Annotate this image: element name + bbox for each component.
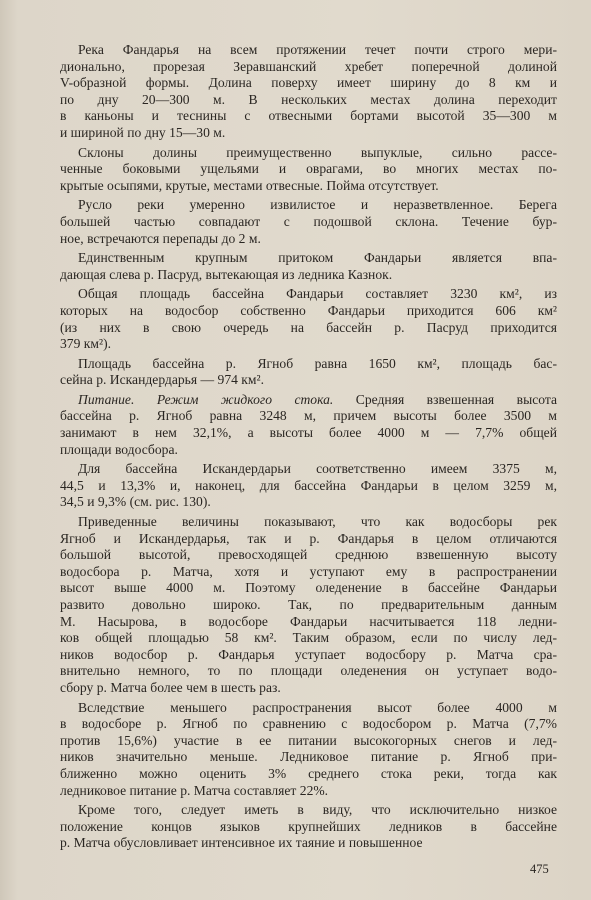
text-line: Общая площадь бассейна Фандарьи составляет 3230 км², из	[78, 286, 557, 302]
text-line: V-образной формы. Долина поверху имеет ширину до 8 км и	[60, 75, 557, 91]
text-line: в водосборе р. Ягноб по сравнению с водосбором р. Матча (7,7%	[60, 716, 557, 732]
text-line: ников значительно меньше. Ледниковое питание р. Ягноб при-	[60, 749, 557, 765]
text-line: в каньоны и теснины с отвесными бортами высотой 35—300 м	[60, 108, 557, 124]
text-line: ченные боковыми ущельями и оврагами, во многих местах по-	[60, 161, 557, 177]
text-line: Кроме того, следует иметь в виду, что исключительно низкое	[78, 802, 557, 818]
text-line: и шириной по дну 15—30 м.	[60, 124, 226, 140]
text-line: площади водосбора.	[60, 441, 178, 457]
text-line-rest: Средняя взвешенная высота	[333, 391, 557, 407]
text-line: Приведенные величины показывают, что как водосборы рек	[78, 514, 557, 530]
text-line: занимают в нем 32,1%, а высоты более 4000 м — 7,7% общей	[60, 425, 557, 441]
text-line: Река Фандарья на всем протяжении течет почти строго мери-	[78, 42, 557, 57]
text-line: дионально, прорезая Зеравшанский хребет поперечной долиной	[60, 58, 557, 74]
text-line: 379 км²).	[60, 336, 111, 352]
text-line: ников водосбор р. Фандарья уступает водосбору р. Матча сра-	[60, 646, 557, 662]
text-line: крытые осыпями, крутые, местами отвесные. Пойма отсутствует.	[60, 177, 439, 193]
text-line: которых на водосбор собственно Фандарьи приходится 606 км²	[60, 302, 557, 318]
text-line: М. Насырова, в водосборе Фандарьи насчитывается 118 ледни-	[60, 613, 557, 629]
text-line: ближенно можно оценить 3% среднего стока реки, тогда как	[60, 765, 557, 781]
text-line: развито довольно широко. Так, по предварительным данным	[60, 597, 557, 612]
text-line: Для бассейна Искандердарьи соответственно имеем 3375 м,	[78, 461, 557, 477]
text-line: сбору р. Матча более чем в шесть раз.	[60, 679, 281, 695]
page-number: 475	[530, 862, 549, 876]
text-line: против 15,6%) участие в ее питании высокогорных снегов и лед-	[60, 732, 557, 748]
text-line: 34,5 и 9,3% (см. рис. 130).	[60, 494, 211, 510]
paragraph	[60, 700, 557, 800]
text-line: Площадь бассейна р. Ягноб равна 1650 км², площадь бас-	[78, 355, 557, 371]
paragraph	[60, 802, 557, 852]
text-line: Русло реки умеренно извилистое и неразветвленное. Берега	[78, 197, 557, 213]
paragraph	[60, 197, 557, 247]
paragraph	[60, 356, 557, 389]
text-line: сейна р. Искандердарья — 974 км².	[60, 372, 264, 388]
text-line: внительно немного, то по площади оледенения он уступает водо-	[60, 663, 557, 679]
text-line	[60, 392, 557, 409]
text-line: ков общей площадью 58 км². Таким образом, если по числу лед-	[60, 630, 557, 646]
text-line: большей частью совпадают с подошвой склона. Течение бур-	[60, 213, 557, 229]
text-line: Склоны долины преимущественно выпуклые, сильно рассе-	[78, 144, 557, 160]
text-line: бассейна р. Ягноб равна 3248 м, причем высоты более 3500 м	[60, 408, 557, 424]
paragraph	[60, 461, 557, 511]
text-line: Единственным крупным притоком Фандарьи является впа-	[78, 250, 557, 266]
text-line: высот выше 4000 м. Поэтому оледенение в бассейне Фандарьи	[60, 580, 557, 596]
section-heading-inline: Питание. Режим жидкого стока.	[78, 391, 334, 407]
paragraph	[60, 250, 557, 283]
paragraph	[60, 145, 557, 195]
text-line: р. Матча обусловливает интенсивное их таяние и повышенное	[60, 835, 423, 851]
text-line: положение концов языков крупнейших ледников в бассейне	[60, 818, 557, 834]
paragraph	[60, 286, 557, 352]
text-line: 44,5 и 13,3% и, наконец, для бассейна Фандарьи в целом 3259 м,	[60, 477, 557, 493]
text-line: водосбора р. Матча, хотя и уступают ему в распространении	[60, 563, 557, 579]
text-line: ное, встречаются перепады до 2 м.	[60, 230, 261, 246]
text-line: ледниковое питание р. Матча составляет 22%.	[60, 782, 329, 798]
text-line: (из них в свою очередь на бассейн р. Пасруд приходится	[60, 319, 557, 335]
paragraph	[60, 42, 557, 142]
paragraph	[60, 514, 557, 697]
text-line: дающая слева р. Пасруд, вытекающая из ледника Казнок.	[60, 266, 393, 282]
text-line: Ягноб и Искандердарья, так и р. Фандарья в целом отличаются	[60, 530, 557, 546]
body-text	[60, 42, 557, 852]
text-line: большой высотой, превосходящей среднюю взвешенную высоту	[60, 547, 557, 563]
paragraph	[60, 392, 557, 458]
text-line: Вследствие меньшего распространения высот более 4000 м	[78, 699, 557, 715]
text-line: по дну 20—300 м. В нескольких местах долина переходит	[60, 91, 557, 107]
